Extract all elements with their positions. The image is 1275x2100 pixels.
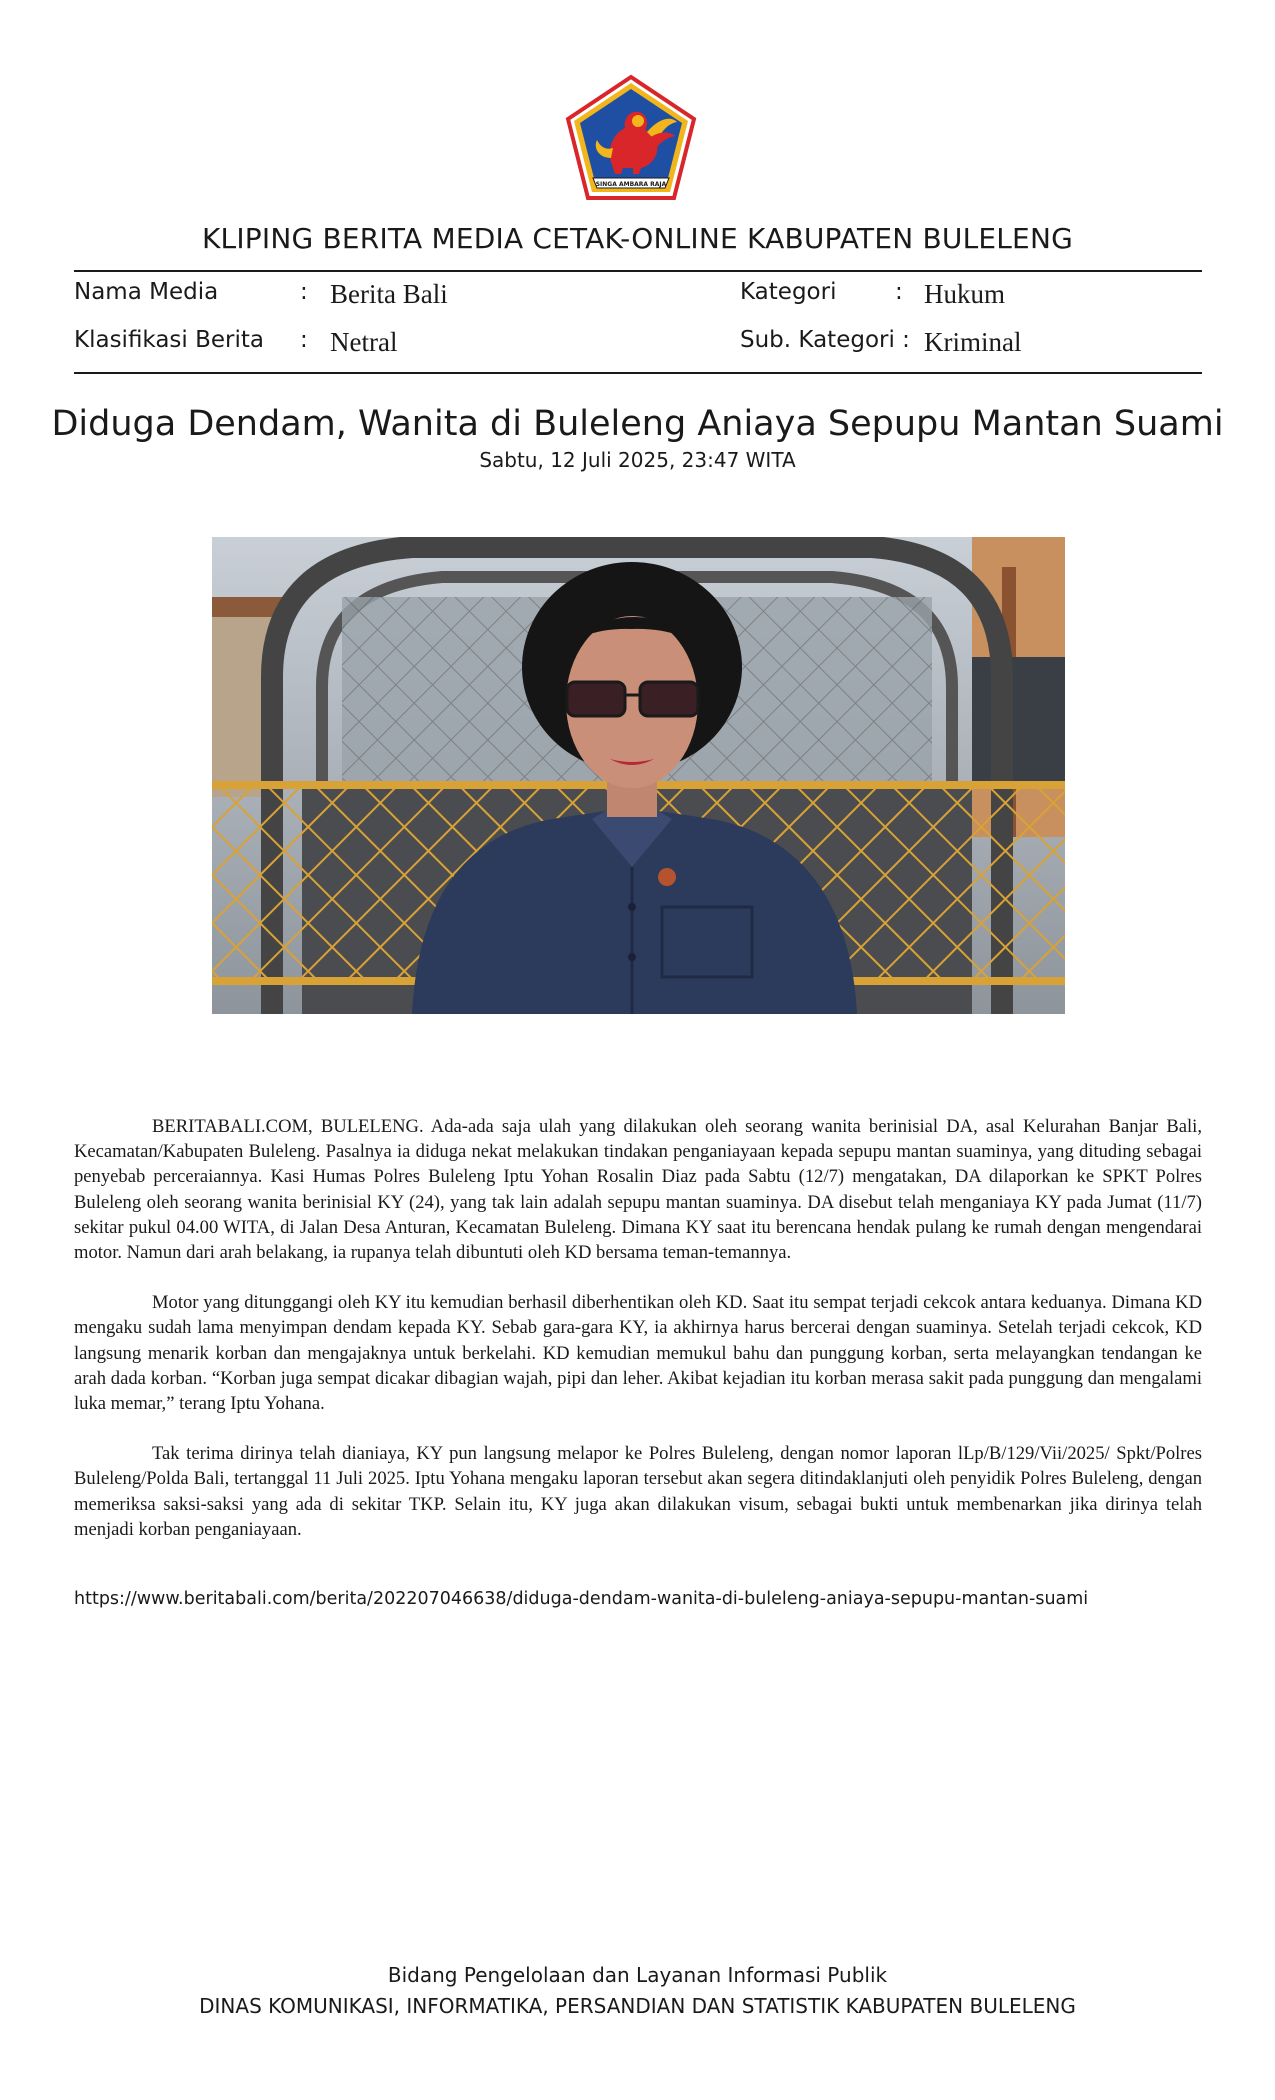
sub-kategori-value: Kriminal	[924, 327, 1022, 357]
source-url-link[interactable]: https://www.beritabali.com/berita/202207046638/diduga-dendam-wanita-di-buleleng-aniaya-sepupu-mantan-suami	[74, 1589, 1089, 1609]
nama-media-label: Nama Media	[74, 279, 219, 305]
kategori-colon: :	[895, 279, 903, 305]
article-dateline: Sabtu, 12 Juli 2025, 23:47 WITA	[479, 448, 796, 472]
article-paragraph: Motor yang ditunggangi oleh KY itu kemudian berhasil diberhentikan oleh KD. Saat itu sempat terjadi cekcok antara keduanya. Dimana KD mengaku sudah lama menyimpan dendam kepada KY. Sebab gara-gara KY, ia akhirnya harus bercerai dengan suaminya. Setelah terjadi cekcok, KD langsung menarik korban dan mengajaknya untuk berkelahi. KD kemudian memukul bahu dan punggung korban, serta melayangkan tendangan ke arah dada korban. “Korban juga sempat dicakar dibagian wajah, pipi dan leher. Akibat kejadian itu korban merasa sakit pada punggung dan mengalami luka memar,” terang Iptu Yohana.	[74, 1292, 1202, 1415]
article-photo	[212, 537, 1065, 1014]
svg-text:SINGA AMBARA RAJA: SINGA AMBARA RAJA	[595, 181, 667, 188]
kategori-value: Hukum	[924, 279, 1005, 309]
article-paragraph: Tak terima dirinya telah dianiaya, KY pun langsung melapor ke Polres Buleleng, dengan nomor laporan lLp/B/129/Vii/2025/ Spkt/Polres Buleleng/Polda Bali, tertanggal 11 Juli 2025. Iptu Yohana mengaku laporan tersebut akan segera ditindaklanjuti oleh penyidik Polres Buleleng, dengan memeriksa saksi-saksi yang ada di sekitar TKP. Selain itu, KY juga akan dilakukan visum, sebagai bukti untuk membenarkan jika dirinya telah menjadi korban penganiayaan.	[74, 1443, 1202, 1540]
klasifikasi-berita-label: Klasifikasi Berita	[74, 327, 265, 353]
sub-kategori-label: Sub. Kategori :	[740, 327, 910, 353]
footer-agency: DINAS KOMUNIKASI, INFORMATIKA, PERSANDIAN DAN STATISTIK KABUPATEN BULELENG	[199, 1994, 1076, 2018]
header-divider-top	[74, 270, 1202, 272]
document-title: KLIPING BERITA MEDIA CETAK-ONLINE KABUPATEN BULELENG	[201, 222, 1073, 255]
kabupaten-buleleng-emblem	[563, 74, 699, 202]
article-paragraph: BERITABALI.COM, BULELENG. Ada-ada saja ulah yang dilakukan oleh seorang wanita berinisial DA, asal Kelurahan Banjar Bali, Kecamatan/Kabupaten Buleleng. Pasalnya ia diduga nekat melakukan tindakan penganiayaan kepada sepupu mantan suaminya, yang dituding sebagai penyebab perceraiannya. Kasi Humas Polres Buleleng Iptu Yohan Rosalin Diaz pada Sabtu (12/7) mengatakan, DA dilaporkan ke SPKT Polres Buleleng oleh seorang wanita berinisial KY (24), yang tak lain adalah sepupu mantan suaminya. DA disebut telah menganiaya KY pada Jumat (11/7) sekitar pukul 04.00 WITA, di Jalan Desa Anturan, Kecamatan Buleleng. Dimana KY saat itu berencana hendak pulang ke rumah dengan mengendarai motor. Namun dari arah belakang, ia rupanya telah dibuntuti oleh KD bersama teman-temannya.	[74, 1116, 1202, 1264]
emblem-icon	[563, 74, 699, 202]
woman-portrait-photo	[212, 537, 1065, 1014]
article-body	[74, 1114, 1202, 1567]
klasifikasi-berita-colon: :	[300, 327, 308, 353]
kategori-label: Kategori	[740, 279, 837, 305]
footer-department: Bidang Pengelolaan dan Layanan Informasi Publik	[387, 1963, 888, 1987]
klasifikasi-berita-value: Netral	[330, 327, 398, 357]
nama-media-value: Berita Bali	[330, 279, 448, 309]
nama-media-colon: :	[300, 279, 308, 305]
header-divider-bottom	[74, 372, 1202, 374]
article-headline: Diduga Dendam, Wanita di Buleleng Aniaya Sepupu Mantan Suami	[51, 404, 1224, 444]
